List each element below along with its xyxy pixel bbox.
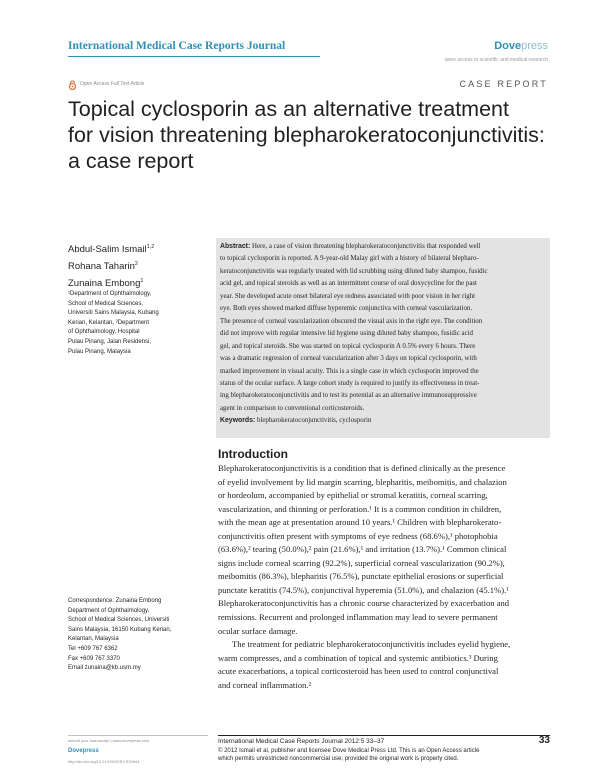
journal-citation: International Medical Case Reports Journal 2012:5 33–37 — [218, 738, 385, 745]
abstract-line: status of the ocular surface. A large cohort study is required to justify its effectiveness in treat- — [220, 379, 480, 387]
affiliation-line: of Ophthalmology, Hospital — [68, 329, 140, 336]
article-type: CASE REPORT — [459, 79, 548, 89]
abstract-line: keratoconjunctivitis was regularly treated with lid scrubbing using diluted baby shampoo, fusidic — [220, 267, 488, 275]
affiliation-line: Pulau Pinang, Jalan Residensi, — [68, 338, 152, 345]
abstract-line: The presence of corneal vascularization obscured the visual axis in the right eye. The condition — [220, 317, 483, 325]
affiliation-line: Universiti Sains Malaysia, Kubang — [68, 310, 159, 317]
abstract-line: year. She developed acute onset bilateral eye redness associated with poor vision in her right — [220, 292, 476, 300]
correspondence-line: Fax +609 767 3370 — [68, 655, 120, 662]
correspondence-email[interactable]: Email zunaina@kb.usm.my — [68, 665, 141, 672]
journal-name: International Medical Case Reports Journal — [68, 40, 286, 52]
author-affiliation-sup: 1 — [140, 278, 144, 285]
introduction-heading: Introduction — [218, 447, 288, 461]
affiliation-line: Kerian, Kelantan, ²Department — [68, 319, 150, 326]
publisher-brand-suffix: press — [521, 40, 548, 52]
correspondence-block — [68, 597, 208, 674]
intro-line: with the mean age at presentation around 10 years.¹ Children with blepharokerato- — [218, 517, 502, 528]
title-line: a case report — [68, 149, 194, 173]
correspondence-line: School of Medical Sciences, Universiti — [68, 617, 170, 624]
author-name: Abdul-Salim Ismail — [68, 244, 147, 256]
keywords-label: Keywords: — [220, 417, 256, 425]
license-text — [218, 747, 552, 763]
intro-line: remissions. Recurrent and prolonged inflammation may lead to severe permanent — [218, 612, 498, 623]
intro-line: vascularization, and thinning or perforation.¹ It is a common condition in children, — [218, 503, 502, 514]
publisher-logo[interactable] — [494, 40, 548, 52]
affiliation-line: Pulau Pinang, Malaysia — [68, 348, 131, 355]
footer-rule-right — [218, 735, 550, 736]
license-line: which permits unrestricted noncommercial use, provided the original work is properly cited. — [218, 756, 459, 763]
intro-line: or hordeolum, accompanied by epithelial or stromal keratitis, corneal scarring, — [218, 490, 488, 501]
intro-line: punctate keratitis (74.5%), conjunctival hyperemia (51.0%), and chalazion (45.1%).¹ — [218, 584, 509, 595]
correspondence-line: Department of Ophthalmology, — [68, 607, 150, 614]
abstract-line: agent in comparison to conventional corticosteroids. — [220, 404, 365, 412]
intro-line: meibomitis (86.3%), blepharitis (76.5%), punctate epithelial erosions or superficial — [218, 571, 504, 582]
doi-link[interactable]: http://dx.doi.org/10.2147/IMCRJ.S33944 — [68, 759, 140, 764]
correspondence-line: Kelantan, Malaysia — [68, 636, 119, 643]
intro-line: and corneal inflammation.² — [218, 679, 312, 690]
correspondence-line: Sains Malaysia, 16150 Kubang Kerian, — [68, 626, 172, 633]
intro-line: acute exacerbations, a topical corticosteroid has been used to control conjunctival — [218, 666, 499, 677]
keywords: blepharokeratoconjunctivitis, cyclosporin — [256, 417, 372, 425]
author — [68, 257, 208, 274]
abstract-line: gel, and topical steroids. She was started on topical cyclosporin A 0.5% every 6 hours. There — [220, 342, 476, 350]
intro-line: conjunctivitis often present with symptoms of eye redness (68.6%),¹ photophobia — [218, 530, 498, 541]
keywords-line — [220, 415, 550, 427]
intro-line: signs include corneal scarring (92.2%), superficial corneal vascularization (90.2%), — [218, 557, 505, 568]
affiliations — [68, 290, 208, 357]
abstract-line: to topical cyclosporin is reported. A 9-year-old Malay girl with a history of bilateral blepharo- — [220, 255, 479, 263]
intro-line: ocular surface damage. — [218, 625, 298, 636]
open-access-lock-icon — [68, 80, 77, 90]
intro-line: of eyelid involvement by lid margin scarring, blepharitis, meibomitis, and chalazion — [218, 476, 507, 487]
author — [68, 274, 208, 291]
author-affiliation-sup: 2 — [134, 261, 138, 268]
abstract-line: was a dramatic regression of corneal vascularization after 3 days on topical cyclosporin, with — [220, 355, 477, 363]
abstract-line: marked improvement in visual acuity. This is a single case in which cyclosporin improved the — [220, 367, 479, 375]
intro-line: Blepharokeratoconjunctivitis is a condition that is defined clinically as the presence — [218, 463, 506, 473]
abstract-line: did not improve with regular intensive lid hygiene using diluted baby shampoo, fusidic acid — [220, 330, 473, 338]
correspondence-line: Tel +609 767 6362 — [68, 645, 118, 652]
author-name: Zunaina Embong — [68, 278, 141, 290]
intro-line: The treatment for pediatric blepharokeratoconjunctivitis includes eyelid hygiene, — [232, 639, 511, 650]
abstract-line — [220, 241, 550, 253]
author-name: Rohana Taharin — [68, 261, 135, 273]
introduction-body — [218, 462, 550, 692]
abstract-first-line: Here, a case of vision threatening blepharokeratoconjunctivitis that responded well — [251, 243, 481, 250]
publisher-brand: Dove — [494, 40, 522, 52]
intro-line: Blepharokeratoconjunctivitis has a chronic course characterized by exacerbation and — [218, 598, 510, 609]
title-line: Topical cyclosporin as an alternative treatment — [68, 97, 509, 121]
intro-line: (63.6%),² tearing (50.0%),² pain (21.6%),¹ and irritation (13.7%).¹ Common clinical — [218, 544, 507, 555]
license-line: © 2012 Ismail et al, publisher and licensee Dove Medical Press Ltd. This is an Open Access article — [218, 748, 480, 754]
intro-line: warm compresses, and a combination of topical and systemic antibiotics.³ During — [218, 652, 498, 663]
abstract — [220, 241, 550, 428]
article-title — [68, 96, 558, 174]
abstract-line: ing blepharokeratoconjunctivitis and to test its potential as an alternative immunosuppressive — [220, 392, 477, 400]
abstract-label: Abstract: — [220, 243, 251, 250]
author — [68, 240, 208, 257]
author-list — [68, 240, 208, 291]
footer-rule-left — [68, 735, 208, 736]
author-affiliation-sup: 1,2 — [146, 244, 155, 250]
abstract-line: eye. Both eyes showed marked diffuse hyperemic conjunctiva with corneal vascularization. — [220, 305, 473, 313]
title-line: for vision threatening blepharokeratoconjunctivitis: — [68, 123, 545, 147]
page-number: 33 — [538, 735, 550, 746]
correspondence-line: Correspondence: Zunaina Embong — [68, 598, 162, 604]
open-access-label: Open Access Full Text Article — [80, 81, 145, 87]
publisher-tagline: open access to scientific and medical research — [444, 57, 548, 63]
affiliation-line: ¹Department of Ophthalmology, — [68, 291, 152, 297]
submit-manuscript-link[interactable]: submit your manuscript | www.dovepress.com — [68, 738, 150, 743]
header-rule — [68, 56, 320, 57]
footer-publisher-logo[interactable]: Dovepress — [68, 748, 99, 754]
abstract-line: acid gel, and topical steroids as well as an intermittent course of oral doxycycline for the past — [220, 280, 477, 288]
affiliation-line: School of Medical Sciences, — [68, 300, 144, 307]
